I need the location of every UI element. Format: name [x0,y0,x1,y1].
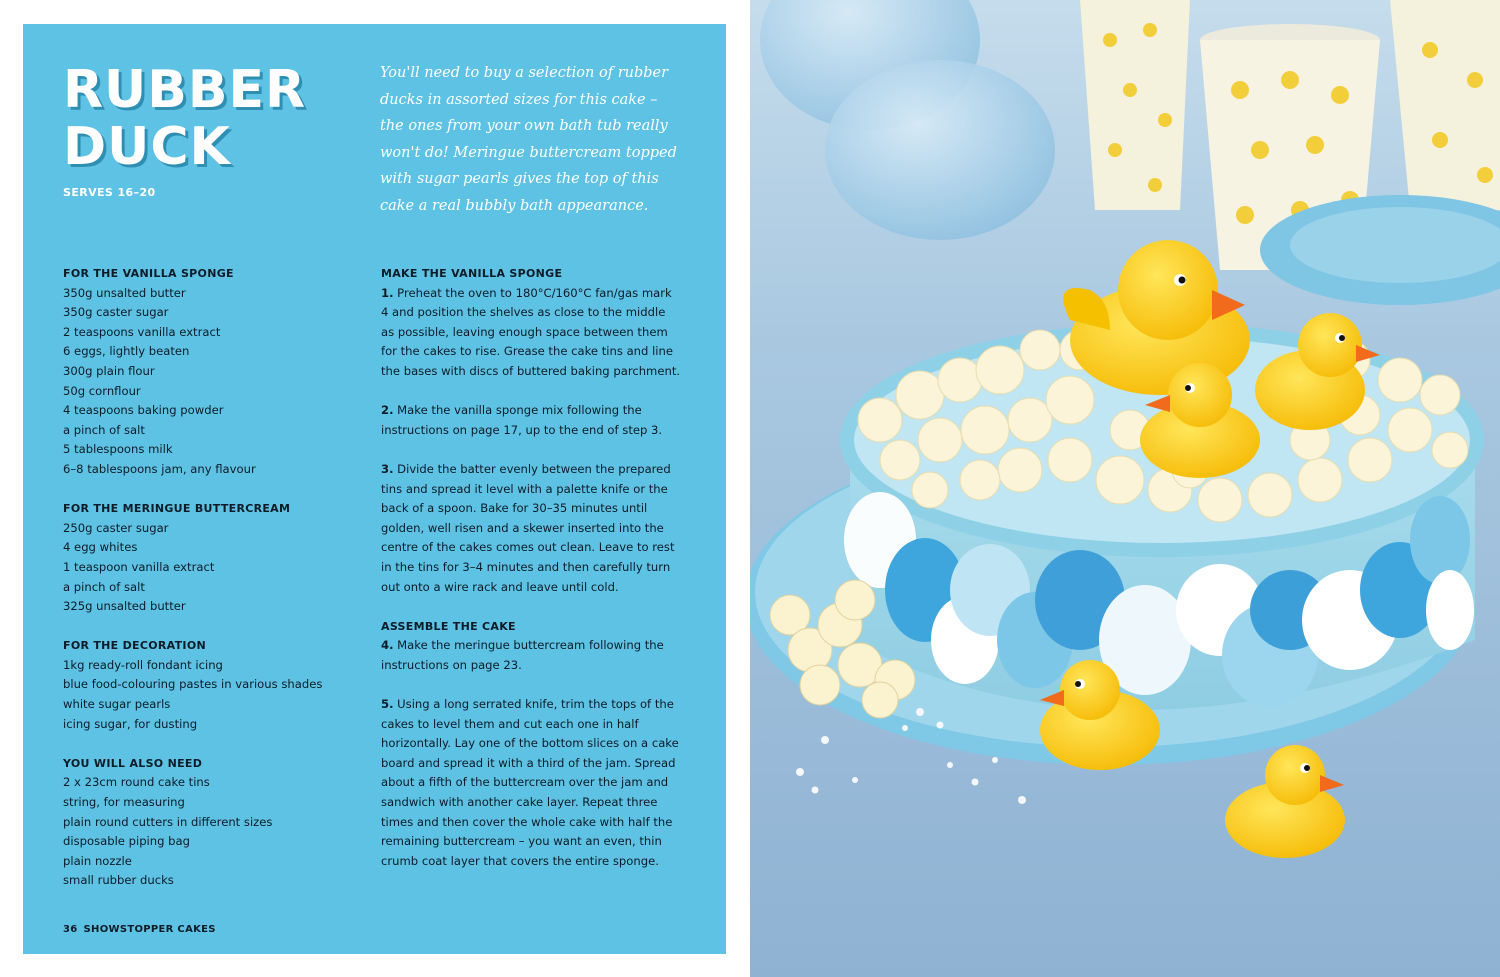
ingredient-item: blue food-colouring pastes in various shades [63,677,323,692]
section-heading: FOR THE VANILLA SPONGE [63,267,234,280]
section-heading: YOU WILL ALSO NEED [63,756,203,770]
step-number: 4. [381,638,394,653]
intro-text: You'll need to buy a selection of rubber ducks in assorted sizes for this cake – the ones from your own bath tub really won't do! Meringue buttercream topped with sugar pearls gives the top of this cake a real bubbly bath appearance. [380,65,677,214]
ingredient-item: plain round cutters in different sizes [63,814,273,829]
ingredient-item: 6–8 tablespoons jam, any flavour [63,461,256,476]
ingredient-item: 6 eggs, lightly beaten [63,344,190,359]
method-column [381,264,681,891]
section-heading: MAKE THE VANILLA SPONGE [381,267,563,280]
method-step [381,695,681,871]
ingredient-item: 2 x 23cm round cake tins [63,775,210,790]
ingredient-item: 2 teaspoons vanilla extract [63,324,221,339]
step-text: Make the vanilla sponge mix following the instructions on page 17, up to the end of step 3. [381,403,663,437]
ingredient-item: 1 teaspoon vanilla extract [63,559,215,574]
ingredient-item: 1kg ready-roll fondant icing [63,657,223,672]
method-step [381,284,681,382]
ingredient-item: 5 tablespoons milk [63,442,173,457]
cake-photo [750,0,1500,977]
step-text: Make the meringue buttercream following the instructions on page 23. [381,638,664,672]
title-line: DUCK [63,117,231,177]
ingredient-section [63,264,353,480]
party-plate [1290,207,1500,283]
ingredient-item: 50g cornflour [63,383,141,398]
ingredient-item: 4 egg whites [63,540,138,555]
method-step [381,636,681,675]
ingredient-item: disposable piping bag [63,834,190,849]
page-number: 36 [63,924,78,935]
method-step [381,401,681,440]
ingredient-section [63,754,353,891]
ingredient-item: plain nozzle [63,853,132,868]
step-number: 2. [381,403,394,418]
ingredient-item: 250g caster sugar [63,520,169,535]
step-number: 5. [381,697,394,712]
ingredient-item: 300g plain flour [63,363,155,378]
ingredient-section [63,636,353,734]
ingredient-item: 325g unsalted butter [63,599,186,614]
recipe-page [23,24,726,954]
ingredient-item: 350g caster sugar [63,305,169,320]
recipe-title [63,62,306,176]
serves-label: SERVES 16–20 [63,186,156,199]
step-text: Preheat the oven to 180°C/160°C fan/gas mark 4 and position the shelves as close to the middle as possible, leaving enough space between them for the cakes to rise. Grease the cake tins and line the bases with discs of buttered baking parchment. [381,285,681,378]
section-heading: FOR THE MERINGUE BUTTERCREAM [63,502,291,516]
step-number: 3. [381,461,394,476]
section-heading: ASSEMBLE THE CAKE [381,619,516,633]
ingredient-item: string, for measuring [63,795,185,810]
ingredient-item: 350g unsalted butter [63,285,186,300]
step-text: Divide the batter evenly between the prepared tins and spread it level with a palette knife or the back of a spoon. Bake for 30–35 minutes until golden, well risen and a skewer inserted into the centre of the cakes comes out clean. Leave to rest in the tins for 3–4 minutes and then carefully turn out onto a wire rack and leave until cold. [381,461,675,594]
ingredient-item: small rubber ducks [63,873,174,888]
party-cup [1080,0,1190,210]
step-text: Using a long serrated knife, trim the tops of the cakes to level them and cut each one in half horizontally. Lay one of the bottom slices on a cake board and spread it with a third of the jam. Spread about a fifth of the buttercream over the jam and sandwich with another cake layer. Repeat three times and then cover the whole cake with half the remaining buttercream – you want an even, thin crumb coat layer that covers the entire sponge. [381,697,679,868]
page-footer [63,924,216,935]
ingredient-item: a pinch of salt [63,579,145,594]
ingredient-item: icing sugar, for dusting [63,716,198,731]
method-step [381,460,681,597]
section-heading: FOR THE DECORATION [63,639,206,653]
title-line: RUBBER [63,60,307,120]
ingredient-item: 4 teaspoons baking powder [63,403,224,418]
ingredient-section [63,499,353,617]
step-number: 1. [381,285,394,300]
ingredients-column [63,264,353,911]
ingredient-item: a pinch of salt [63,422,145,437]
section-name: SHOWSTOPPER CAKES [83,924,216,935]
balloon [825,60,1055,240]
ingredient-item: white sugar pearls [63,697,171,712]
